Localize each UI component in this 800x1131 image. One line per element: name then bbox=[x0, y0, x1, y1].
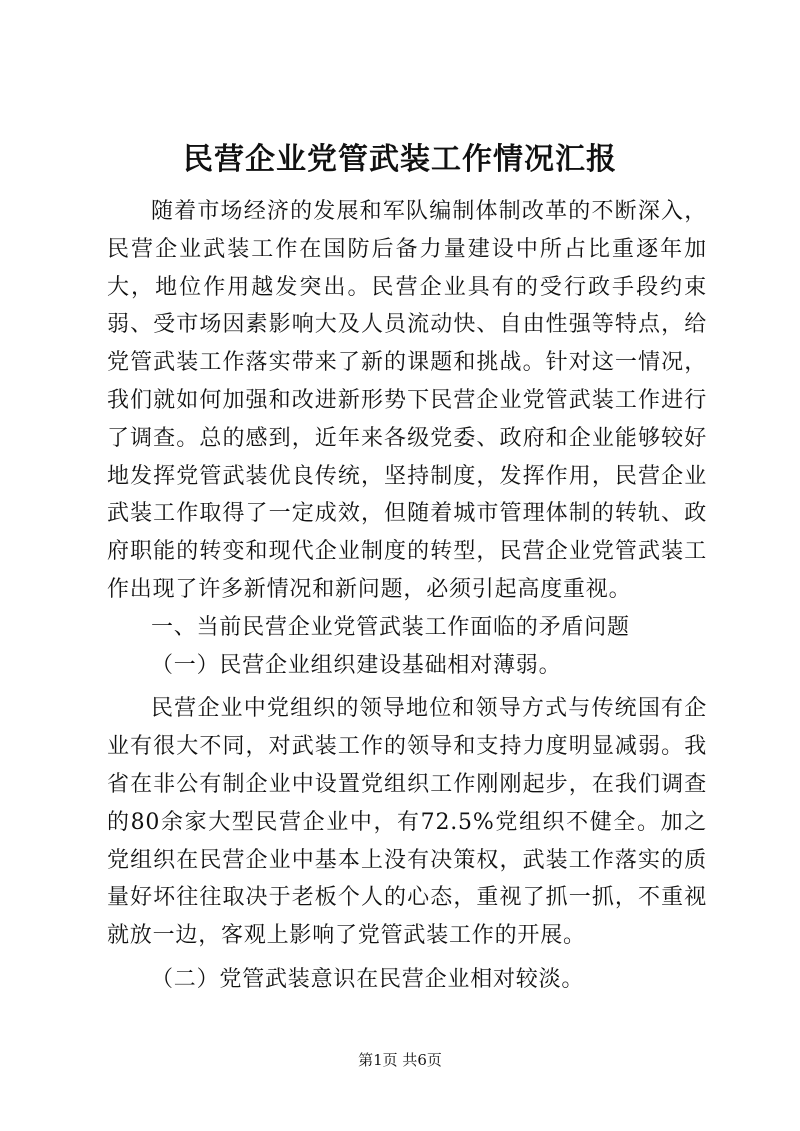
section-heading: 一、当前民营企业党管武装工作面临的矛盾问题 bbox=[151, 614, 630, 640]
document-body bbox=[107, 193, 707, 999]
page-footer: 第1页 共6页 bbox=[358, 1051, 442, 1069]
body-paragraph-2: 民营企业中党组织的领导地位和领导方式与传统国有企业有很大不同，对武装工作的领导和支持力度明显减弱。我省在非公有制企业中设置党组织工作刚刚起步，在我们调查的80余家大型民营企业中，有72.5%党组织不健全。加之党组织在民营企业中基本上没有决策权，武装工作落实的质量好坏往往取决于老板个人的心态，重视了抓一抓，不重视就放一边，客观上影响了党管武装工作的开展。 bbox=[107, 696, 707, 949]
document-title: 民营企业党管武装工作情况汇报 bbox=[183, 142, 617, 177]
subheading-2: （二）党管武装意识在民营企业相对较淡。 bbox=[151, 966, 585, 992]
intro-paragraph: 随着市场经济的发展和军队编制体制改革的不断深入，民营企业武装工作在国防后备力量建设中所占比重逐年加大，地位作用越发突出。民营企业具有的受行政手段约束弱、受市场因素影响大及人员流动快、自由性强等特点，给党管武装工作落实带来了新的课题和挑战。针对这一情况，我们就如何加强和改进新形势下民营企业党管武装工作进行了调查。总的感到，近年来各级党委、政府和企业能够较好地发挥党管武装优良传统，坚持制度，发挥作用，民营企业武装工作取得了一定成效，但随着城市管理体制的转轨、政府职能的转变和现代企业制度的转型，民营企业党管武装工作出现了许多新情况和新问题，必须引起高度重视。 bbox=[107, 199, 707, 602]
subheading-1: （一）民营企业组织建设基础相对薄弱。 bbox=[151, 652, 562, 678]
